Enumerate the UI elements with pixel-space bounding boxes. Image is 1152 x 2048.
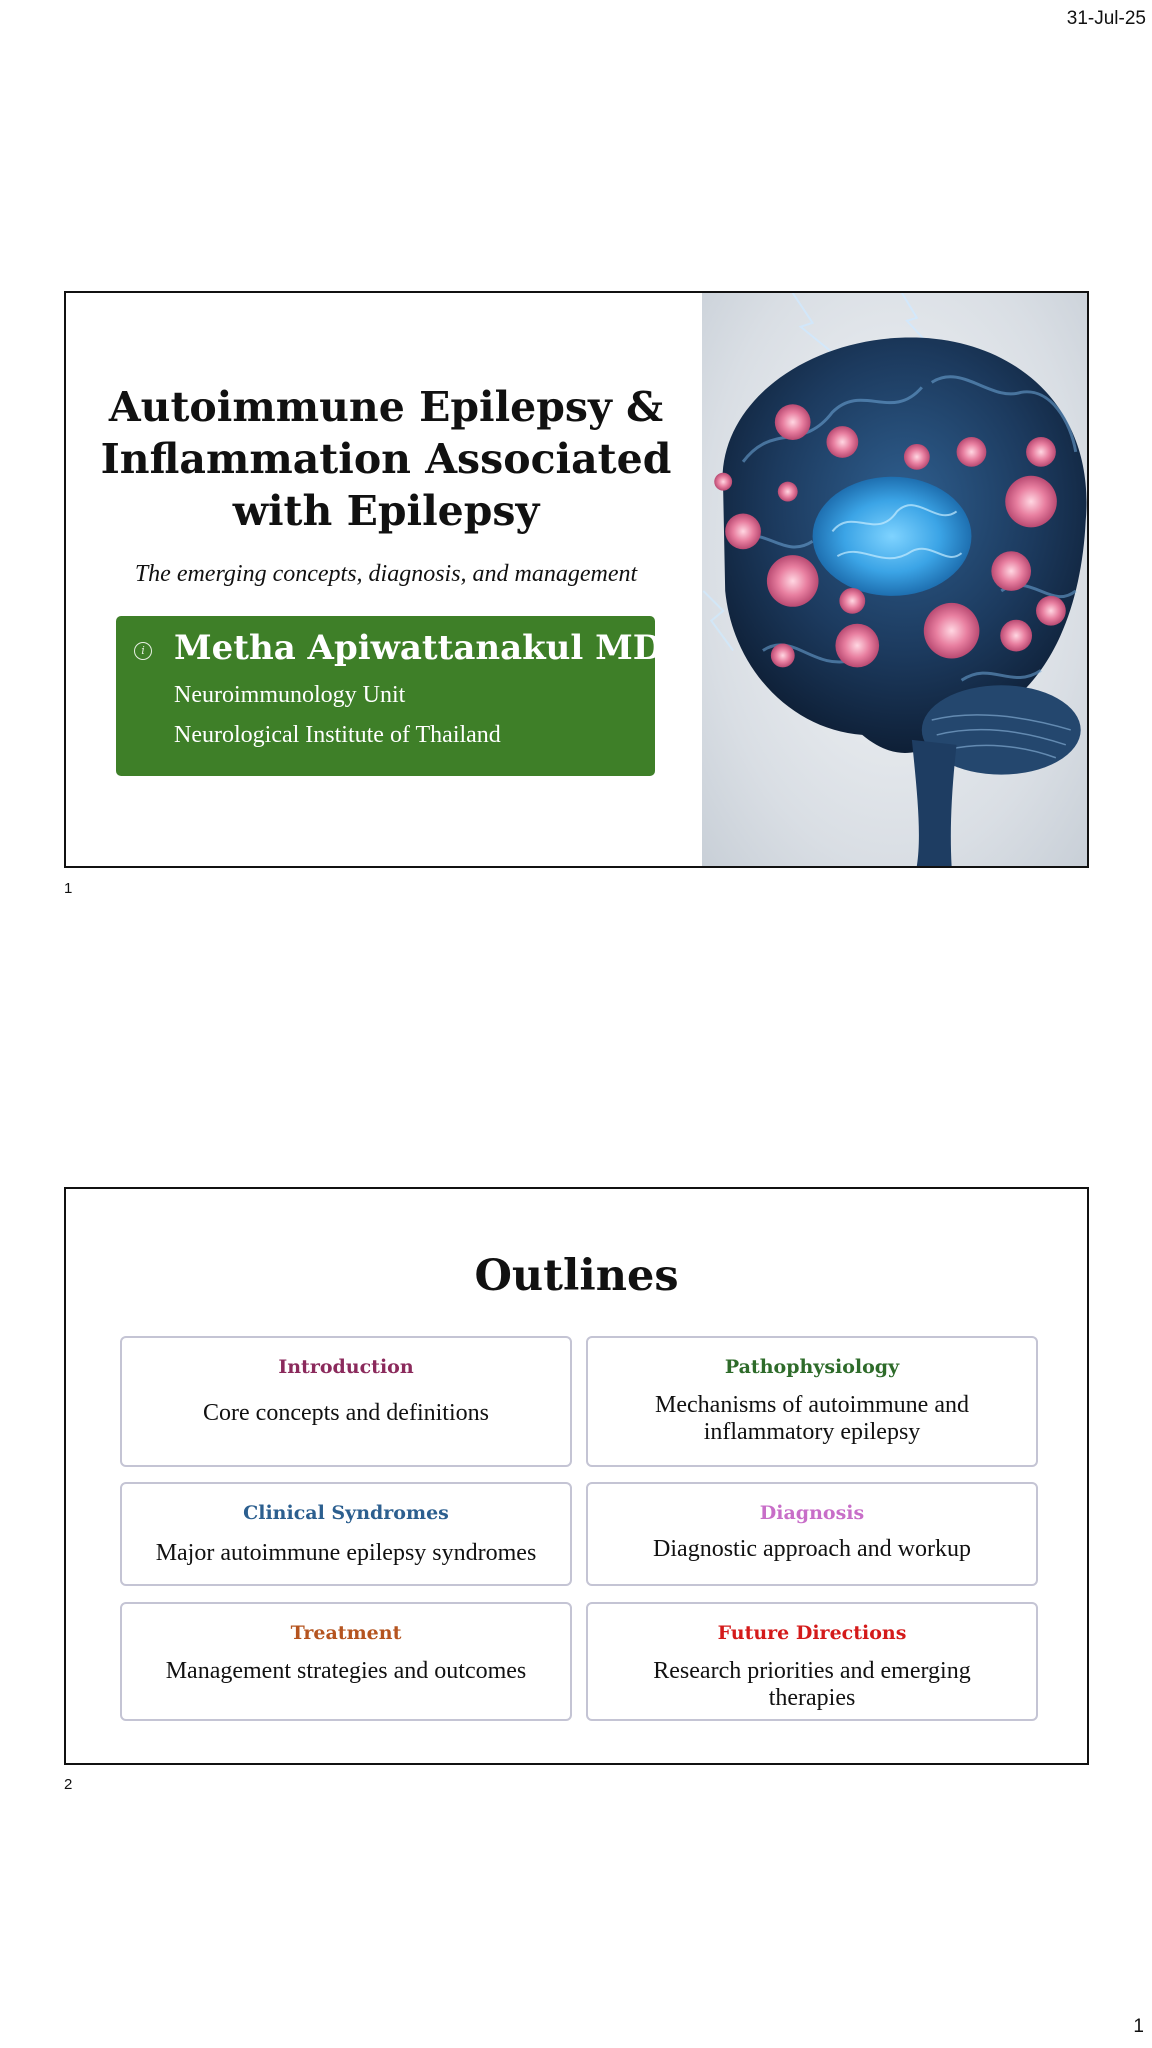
card-description [136,1400,556,1427]
card-heading: Diagnosis [759,1502,865,1524]
slide-2 [64,1187,1089,1765]
title-line: Inflammation Associated [100,435,672,483]
info-icon: i [134,642,152,660]
card-line: Core concepts and definitions [203,1400,489,1426]
card-line: therapies [768,1685,856,1711]
card-line: Diagnostic approach and workup [653,1536,971,1562]
slide-2-title: Outlines [474,1251,679,1301]
slide-1-text-area [66,293,706,866]
card-line: Mechanisms of autoimmune and [655,1392,969,1418]
title-line: Autoimmune Epilepsy & [108,383,664,431]
card-heading: Pathophysiology [724,1356,900,1378]
card-heading: Introduction [278,1356,414,1378]
header-date: 31-Jul-25 [1066,8,1146,29]
author-affiliation: Neurological Institute of Thailand [174,722,501,748]
slide-1-title [86,381,686,537]
card-line: Research priorities and emerging [653,1658,971,1684]
author-affiliation: Neuroimmunology Unit [174,682,406,708]
card-line: Management strategies and outcomes [165,1658,527,1684]
slide-1-subtitle: The emerging concepts, diagnosis, and management [134,561,638,587]
slide-number: 1 [64,880,73,897]
outline-card-diagnosis [586,1482,1038,1586]
card-line: Major autoimmune epilepsy syndromes [155,1540,537,1566]
card-description [126,1540,566,1567]
title-line: with Epilepsy [232,487,540,535]
brain-illustration [702,293,1087,866]
author-box [116,616,673,776]
card-heading: Future Directions [717,1622,907,1644]
outline-card-treatment [120,1602,572,1721]
card-description [128,1658,564,1685]
card-heading: Treatment [290,1622,402,1644]
page-number: 1 [1133,2016,1144,2037]
outline-card-future-directions [586,1602,1038,1721]
author-name: Metha Apiwattanakul MD. [174,628,673,668]
outline-card-pathophysiology [586,1336,1038,1467]
card-description [602,1536,1022,1563]
card-heading: Clinical Syndromes [243,1502,449,1524]
slide-number: 2 [64,1776,73,1793]
card-description [602,1392,1022,1446]
outline-card-clinical-syndromes [120,1482,572,1586]
slide-1 [64,291,1089,868]
card-line: inflammatory epilepsy [703,1419,921,1445]
brain-image [702,293,1087,866]
card-description [602,1658,1022,1712]
outline-card-introduction [120,1336,572,1467]
